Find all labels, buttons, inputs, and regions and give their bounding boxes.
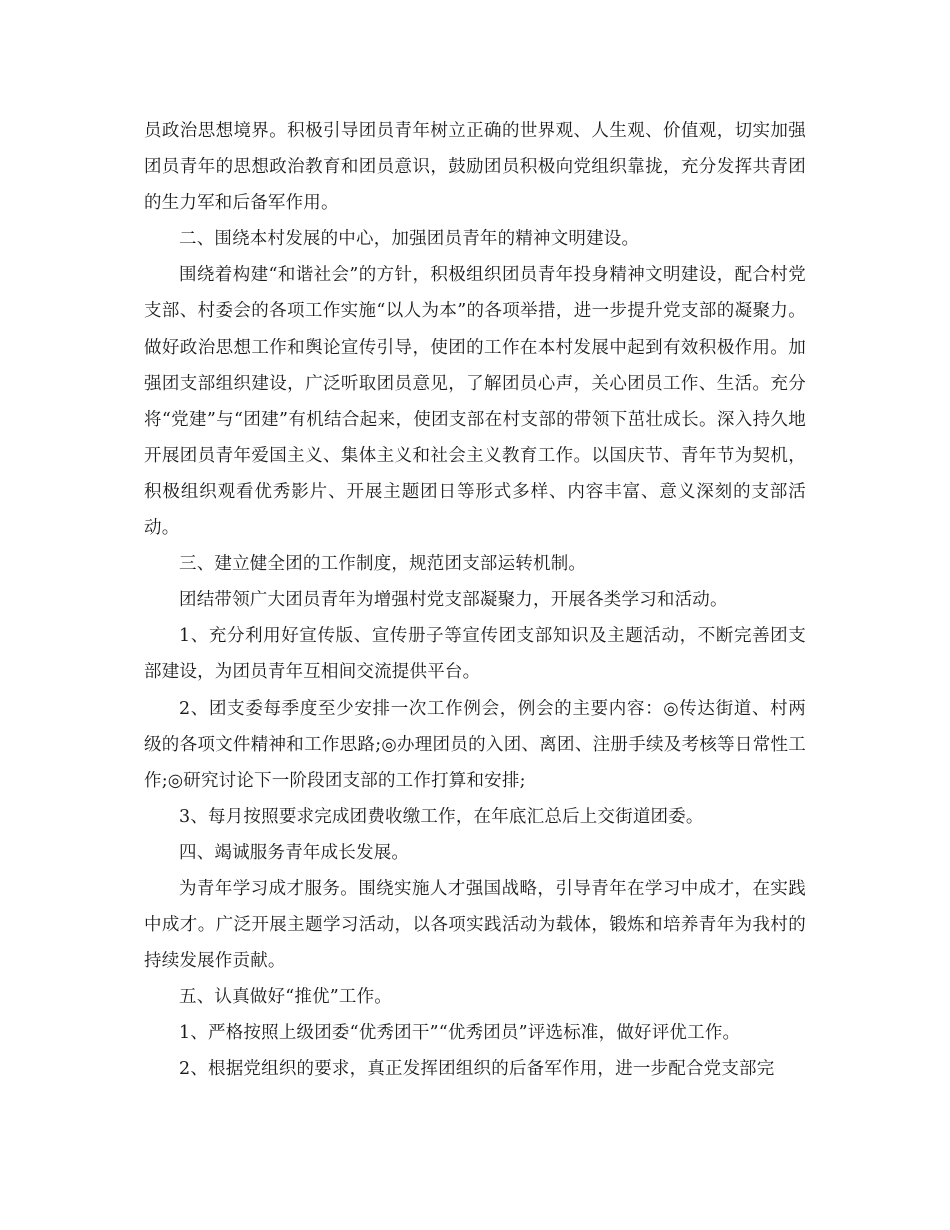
list-item-5-1: 1、严格按照上级团委“优秀团干”“优秀团员”评选标准，做好评优工作。 [179,1023,741,1044]
section-heading-2: 二、围绕本村发展的中心，加强团员青年的精神文明建设。 [179,229,640,250]
section-heading-3: 三、建立健全团的工作制度，规范团支部运转机制。 [179,554,587,575]
section-heading-4: 四、竭诚服务青年成长发展。 [179,842,410,863]
list-item-3-1: 1、充分利用好宣传版、宣传册子等宣传团支部知识及主题活动，不断完善团支部建设，为团员青年互相间交流提供平台。 [144,626,806,683]
paragraph-2: 围绕着构建“和谐社会”的方针，积极组织团员青年投身精神文明建设，配合村党支部、村委会的各项工作实施“以人为本”的各项举措，进一步提升党支部的凝聚力。做好政治思想工作和舆论宣传引导，使团的工作在本村发展中起到有效积极作用。加强团支部组织建设，广泛听取团员意见，了解团员心声，关心团员工作、生活。充分将“党建”与“团建”有机结合起来，使团支部在村支部的带领下茁壮成长。深入持久地开展团员青年爱国主义、集体主义和社会主义教育工作。以国庆节、青年节为契机，积极组织观看优秀影片、开展主题团日等形式多样、内容丰富、意义深刻的支部活动。 [144,265,806,539]
list-item-3-3: 3、每月按照要求完成团费收缴工作，在年底汇总后上交街道团委。 [179,806,704,827]
section-heading-5: 五、认真做好“推优”工作。 [179,987,392,1008]
paragraph-1: 员政治思想境界。积极引导团员青年树立正确的世界观、人生观、价值观，切实加强团员青年的思想政治教育和团员意识，鼓励团员积极向党组织靠拢，充分发挥共青团的生力军和后备军作用。 [144,121,806,214]
paragraph-3: 团结带领广大团员青年为增强村党支部凝聚力，开展各类学习和活动。 [179,590,728,611]
paragraph-4: 为青年学习成才服务。围绕实施人才强国战略，引导青年在学习中成才，在实践中成才。广泛开展主题学习活动，以各项实践活动为载体，锻炼和培养青年为我村的持续发展作贡献。 [144,878,806,972]
document-body [144,113,806,1088]
list-item-3-2: 2、团支委每季度至少安排一次工作例会，例会的主要内容：◎传达街道、村两级的各项文件精神和工作思路;◎办理团员的入团、离团、注册手续及考核等日常性工作;◎研究讨论下一阶段团支部的工作打算和安排; [144,698,806,791]
list-item-5-2: 2、根据党组织的要求，真正发挥团组织的后备军作用，进一步配合党支部完 [179,1059,775,1080]
